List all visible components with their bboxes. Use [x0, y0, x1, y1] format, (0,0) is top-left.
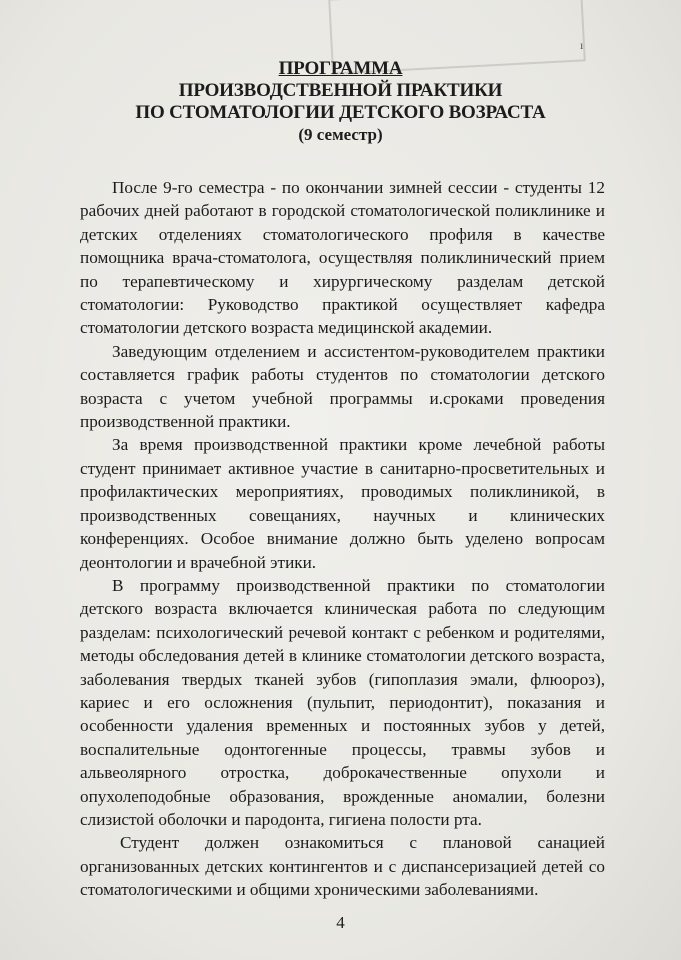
paragraph-3: За время производственной практики кроме лечебной работы студент принимает активное участие в санитарно-просветительных и профилактических мероприятиях, проводимых поликлиникой, в производственных совещаниях, научных и клинических конференциях. Особое внимание должно быть уделено вопросам деонтологии и врачебной этики. — [80, 435, 605, 572]
document-header — [0, 58, 681, 146]
paragraph-4: В программу производственной практики по стоматологии детского возраста включается клиническая работа по следующим разделам: психологический речевой контакт с ребенком и родителями, методы обследования детей в клинике стоматологии детского возраста, заболевания твердых тканей зубов (гипоплазия эмали, флюороз), кариес и его осложнения (пульпит, периодонтит), показания и особенности удаления временных и постоянных зубов у детей, воспалительные одонтогенные процессы, травмы зубов и альвеолярного отростка, доброкачественные опухоли и опухолеподобные образования, врожденные аномалии, болезни слизистой оболочки и пародонта, гигиена полости рта. — [80, 575, 605, 829]
paragraph-5: Студент должен ознакомиться с плановой санацией организованных детских контингентов и с диспансеризацией детей со стоматологическими и общими хроническими заболеваниями. — [80, 833, 605, 900]
semester-label: (9 семестр) — [298, 125, 383, 144]
title-line-2: ПРОИЗВОДСТВЕННОЙ ПРАКТИКИ — [178, 80, 503, 101]
document-body — [80, 176, 605, 902]
margin-mark: ı — [580, 38, 584, 52]
title-line-3: ПО СТОМАТОЛОГИИ ДЕТСКОГО ВОЗРАСТА — [135, 102, 546, 123]
paragraph-1: После 9-го семестра - по окончании зимней сессии - студенты 12 рабочих дней работают в городской стоматологической поликлинике и детских отделениях стоматологического профиля в качестве помощника врача-стоматолога, осуществляя поликлинический прием по терапевтическому и хирургическому разделам детской стоматологии: Руководство практикой осуществляет кафедра стоматологии детского возраста медицинской академии. — [80, 178, 605, 338]
paragraph-2: Заведующим отделением и ассистентом-руководителем практики составляется график работы студентов по стоматологии детского возраста с учетом учебной программы и.сроками проведения производственной практики. — [80, 341, 605, 432]
page-number: 4 — [336, 913, 345, 932]
title-line-1: ПРОГРАММА — [278, 58, 403, 79]
